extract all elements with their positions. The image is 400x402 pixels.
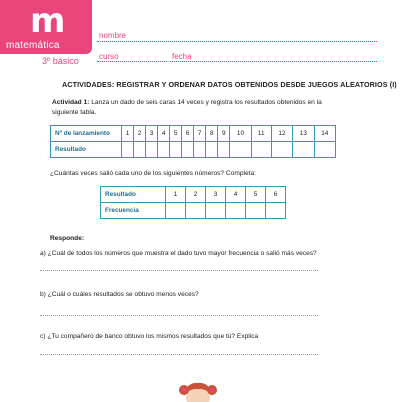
- frequency-cell[interactable]: [246, 203, 266, 219]
- girl-illustration: [176, 380, 220, 402]
- logo-letter: m: [30, 1, 66, 41]
- launch-number: 10: [230, 126, 251, 142]
- launch-number: 3: [146, 126, 158, 142]
- launch-number: 14: [314, 126, 335, 142]
- activity-label: Actividad 1:: [52, 99, 90, 106]
- result-cell[interactable]: [182, 142, 194, 158]
- course-label: curso: [99, 52, 119, 61]
- grade-label: 3º básico: [42, 56, 79, 66]
- frequency-table: [100, 186, 286, 219]
- frequency-result-row: [101, 187, 286, 203]
- date-field[interactable]: [170, 61, 377, 62]
- frequency-number: 2: [186, 187, 206, 203]
- frequency-number: 4: [226, 187, 246, 203]
- frequency-number: 1: [166, 187, 186, 203]
- launch-number: 4: [158, 126, 170, 142]
- result-cell[interactable]: [194, 142, 206, 158]
- frequency-cell[interactable]: [186, 203, 206, 219]
- activity-text: [52, 98, 332, 118]
- question-a: a) ¿Cuál de todos los números que muestra el dado tuvo mayor frecuencia o salió más veces?: [40, 250, 317, 257]
- result-cell[interactable]: [314, 142, 335, 158]
- launch-number: 13: [293, 126, 314, 142]
- frequency-number: 6: [266, 187, 286, 203]
- frequency-cell[interactable]: [266, 203, 286, 219]
- launch-number: 6: [182, 126, 194, 142]
- name-label: nombre: [99, 31, 127, 40]
- launch-number: 5: [170, 126, 182, 142]
- launch-number: 7: [194, 126, 206, 142]
- frequency-cell[interactable]: [226, 203, 246, 219]
- frequency-result-head: Resultado: [101, 187, 166, 203]
- date-label: fecha: [172, 52, 192, 61]
- result-head: Resultado: [51, 142, 122, 158]
- answer-line-c[interactable]: [40, 354, 318, 355]
- course-field[interactable]: [97, 61, 167, 62]
- question-c: c) ¿Tu compañero de banco obtuvo los mismos resultados que tú? Explica: [40, 333, 259, 340]
- launch-table: [50, 125, 336, 158]
- logo: [0, 0, 92, 54]
- frequency-cell[interactable]: [206, 203, 226, 219]
- result-cell[interactable]: [122, 142, 134, 158]
- result-cell[interactable]: [158, 142, 170, 158]
- launch-row: [51, 126, 336, 142]
- page-title: ACTIVIDADES: REGISTRAR Y ORDENAR DATOS OBTENIDOS DESDE JUEGOS ALEATORIOS (I): [62, 80, 397, 89]
- result-cell[interactable]: [251, 142, 271, 158]
- result-cell[interactable]: [230, 142, 251, 158]
- frequency-row: [101, 203, 286, 219]
- name-field[interactable]: [97, 41, 377, 42]
- logo-word: matemática: [6, 40, 60, 51]
- launch-number: 11: [251, 126, 271, 142]
- count-question: ¿Cuántas veces salió cada uno de los siguientes números? Completa:: [50, 170, 256, 177]
- answer-line-a[interactable]: [40, 270, 318, 271]
- result-row: [51, 142, 336, 158]
- result-cell[interactable]: [170, 142, 182, 158]
- activity-body: Lanza un dado de seis caras 14 veces y registra los resultados obtenidos en la siguiente tabla.: [52, 99, 322, 116]
- responde-heading: Responde:: [50, 235, 85, 242]
- launch-number: 2: [134, 126, 146, 142]
- result-cell[interactable]: [218, 142, 230, 158]
- frequency-cell[interactable]: [166, 203, 186, 219]
- frequency-number: 5: [246, 187, 266, 203]
- result-cell[interactable]: [271, 142, 292, 158]
- launch-number: 9: [218, 126, 230, 142]
- launch-number: 1: [122, 126, 134, 142]
- result-cell[interactable]: [293, 142, 314, 158]
- frequency-head: Frecuencia: [101, 203, 166, 219]
- launch-number: 12: [271, 126, 292, 142]
- result-cell[interactable]: [146, 142, 158, 158]
- frequency-number: 3: [206, 187, 226, 203]
- result-cell[interactable]: [134, 142, 146, 158]
- answer-line-b[interactable]: [40, 315, 318, 316]
- launch-head: Nº de lanzamiento: [51, 126, 122, 142]
- question-b: b) ¿Cuál o cuáles resultados se obtuvo menos veces?: [40, 291, 199, 298]
- result-cell[interactable]: [206, 142, 218, 158]
- launch-number: 8: [206, 126, 218, 142]
